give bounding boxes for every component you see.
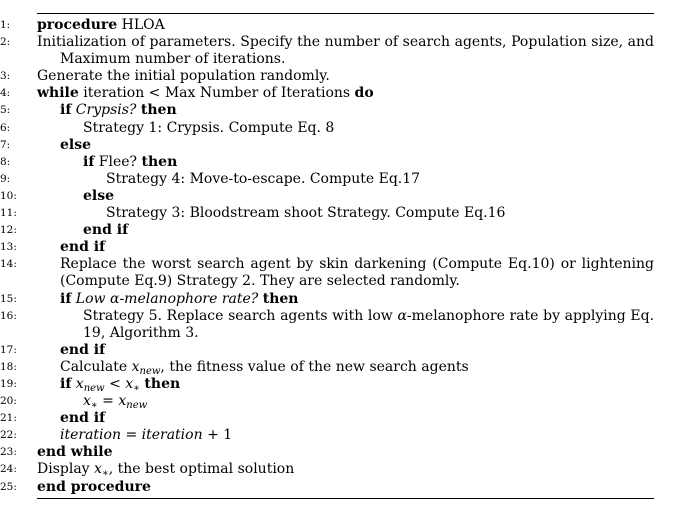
line-17	[0, 341, 654, 359]
line-number: 22:	[0, 429, 17, 442]
line-13	[0, 239, 654, 256]
keyword: end if	[60, 410, 106, 427]
math-expression: $x_{new}$	[75, 375, 105, 394]
keyword: end if	[83, 222, 129, 239]
line-number: 12:	[0, 224, 17, 237]
line-number: 25:	[0, 480, 17, 493]
keyword: do	[354, 85, 374, 102]
line-text: Generate the initial population randomly.	[37, 68, 330, 85]
algorithm-lines	[0, 14, 655, 496]
alpha-symbol: α	[109, 290, 120, 307]
keyword: if	[60, 102, 72, 119]
line-number: 4:	[0, 87, 11, 100]
line-number: 18:	[0, 360, 17, 373]
line-number: 15:	[0, 292, 17, 305]
line-text: Replace the worst search agent by skin darkening (Compute Eq.10) or lightening (Compute Eq.9) Strategy 2. They are selected randomly.	[60, 256, 654, 290]
line-5	[0, 102, 654, 119]
keyword: if	[83, 153, 95, 170]
line-number: 14:	[0, 258, 17, 271]
keyword: end while	[37, 444, 113, 461]
keyword: then	[144, 375, 181, 392]
condition: Low α-melanophore rate?	[75, 290, 259, 307]
line-number: 6:	[0, 121, 11, 134]
keyword: end if	[60, 239, 106, 256]
line-number: 24:	[0, 463, 17, 476]
bottom-rule	[37, 498, 654, 499]
line-number: 3:	[0, 70, 11, 83]
line-12	[0, 222, 654, 239]
keyword: then	[262, 290, 299, 307]
line-7	[0, 136, 654, 154]
line-number: 1:	[0, 19, 11, 31]
line-number: 23:	[0, 446, 17, 459]
condition: Crypsis?	[75, 102, 137, 119]
line-text: Strategy 5. Replace search agents with low α-melanophore rate by applying Eq. 19, Algorithm 3.	[83, 307, 655, 341]
line-19: 19: if $x_{new} < x_∗$ then	[0, 375, 181, 394]
keyword: then	[141, 153, 178, 170]
alpha-symbol: α	[397, 307, 407, 324]
line-8	[0, 153, 654, 171]
line-number: 19:	[0, 377, 17, 390]
line-6	[0, 119, 654, 137]
line-number: 2:	[0, 36, 11, 49]
line-3	[0, 68, 654, 85]
math-expression: $x_∗ = x_{new}$	[83, 393, 148, 412]
line-11	[0, 205, 654, 222]
line-text: Initialization of parameters. Specify the number of search agents, Population size, and Maximum number of iterations.	[37, 34, 654, 68]
line-24	[0, 461, 654, 480]
line-text: Strategy 4: Move-to-escape. Compute Eq.17	[106, 170, 421, 187]
keyword: end if	[60, 341, 106, 358]
line-text: Strategy 3: Bloodstream shoot Strategy. Compute Eq.16	[106, 205, 506, 222]
line-14	[0, 256, 654, 290]
line-number: 9:	[0, 172, 11, 185]
line-text: Strategy 1: Crypsis. Compute Eq. 8	[83, 119, 335, 136]
line-text: Calculate $x_{new}$, the fitness value of the new search agents	[60, 358, 469, 377]
line-25	[0, 478, 654, 496]
line-22	[0, 427, 654, 444]
keyword: else	[60, 136, 92, 153]
line-number: 20:	[0, 395, 17, 408]
line-number: 17:	[0, 343, 17, 356]
line-15	[0, 290, 654, 308]
line-1	[0, 17, 654, 34]
line-number: 16:	[0, 309, 17, 322]
line-23	[0, 444, 654, 461]
line-text: Display $x_∗$, the best optimal solution	[37, 461, 295, 480]
keyword: if	[60, 290, 72, 307]
x-new-symbol: $x_{new}$	[131, 358, 161, 377]
line-number: 11:	[0, 207, 17, 220]
line-9	[0, 170, 654, 188]
line-21	[0, 410, 654, 427]
keyword: procedure	[37, 17, 118, 33]
keyword: end procedure	[37, 478, 151, 495]
loop-condition: iteration < Max Number of Iterations	[83, 85, 351, 102]
keyword: else	[83, 187, 115, 204]
line-number: 13:	[0, 241, 17, 254]
algorithm-block	[0, 13, 655, 499]
line-number: 5:	[0, 104, 11, 117]
line-18	[0, 358, 654, 377]
line-number: 21:	[0, 412, 17, 425]
keyword: while	[37, 85, 79, 102]
line-number: 10:	[0, 189, 17, 202]
line-number: 8:	[0, 155, 11, 168]
procedure-name: HLOA	[121, 17, 165, 33]
line-number: 7:	[0, 138, 11, 151]
line-2	[0, 34, 654, 68]
line-16	[0, 307, 655, 342]
keyword: if	[60, 375, 72, 392]
math-expression: iteration = iteration + 1	[60, 427, 233, 444]
condition: Flee?	[98, 153, 138, 170]
line-4	[0, 85, 654, 102]
line-10	[0, 187, 654, 205]
line-20	[0, 393, 654, 412]
keyword: then	[140, 102, 177, 119]
